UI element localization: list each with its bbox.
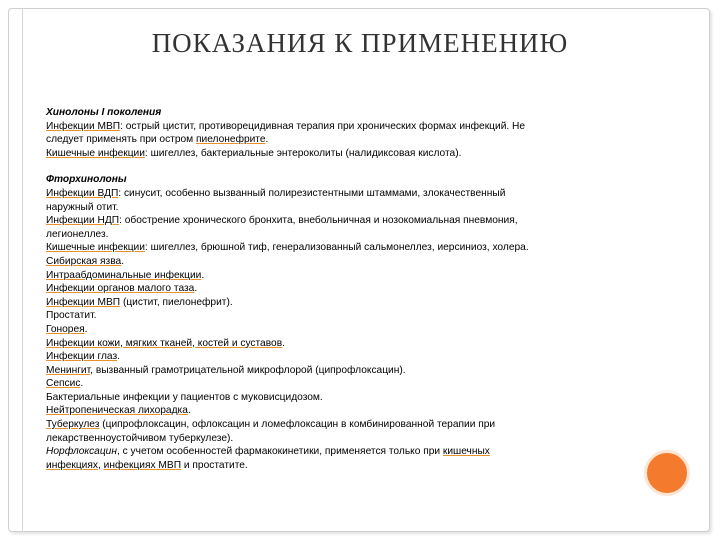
text-line: Инфекции МВП: острый цистит, противорецидивная терапия при хронических формах инфекций. Не xyxy=(46,120,526,132)
section-header-quinolones-1: Хинолоны I поколения xyxy=(46,107,162,118)
text-line: Кишечные инфекции: шигеллез, брюшной тиф, генерализованный сальмонеллез, иерсиниоз, холера. xyxy=(46,242,529,254)
link-eye-infections[interactable]: Инфекции глаз xyxy=(46,351,118,363)
text-line: Инфекции НДП: обострение хронического бронхита, внебольничная и нозокомиальная пневмония, xyxy=(46,215,518,227)
link-uti-3[interactable]: инфекциях МВП xyxy=(103,459,182,471)
decorative-circle xyxy=(644,450,690,496)
link-intestinal-infections[interactable]: Кишечные инфекции xyxy=(46,147,145,159)
text-line: Сибирская язва. xyxy=(46,255,125,267)
text-line: Нейтропеническая лихорадка. xyxy=(46,405,191,417)
link-intestinal[interactable]: кишечных xyxy=(442,446,490,458)
text-line: Простатит. xyxy=(46,310,97,322)
text-line: Интраабдоминальные инфекции. xyxy=(46,269,205,281)
text-line: Туберкулез (ципрофлоксацин, офлоксацин и ломефлоксацин в комбинированной терапии при xyxy=(46,419,496,431)
text-line: следует применять при остром пиелонефрите. xyxy=(46,134,269,146)
link-lrti[interactable]: Инфекции НДП xyxy=(46,215,120,227)
text-line: наружный отит. xyxy=(46,201,119,213)
link-intestinal-infections-2[interactable]: Кишечные инфекции xyxy=(46,242,145,254)
link-neutropenic-fever[interactable]: Нейтропеническая лихорадка xyxy=(46,405,188,417)
spacer xyxy=(46,160,636,173)
link-meningitis[interactable]: Менингит xyxy=(46,364,91,376)
text-line: Инфекции органов малого таза. xyxy=(46,283,198,295)
text-line: лекарственноустойчивом туберкулезе). xyxy=(46,432,234,444)
link-tuberculosis[interactable]: Туберкулез xyxy=(46,419,100,431)
text-line: Инфекции кожи, мягких тканей, костей и суставов. xyxy=(46,337,285,349)
text-line: Кишечные инфекции: шигеллез, бактериальные энтероколиты (налидиксовая кислота). xyxy=(46,147,462,159)
link-uti-2[interactable]: Инфекции МВП xyxy=(46,296,121,308)
section-header-fluoroquinolones: Фторхинолоны xyxy=(46,174,127,186)
link-uti[interactable]: Инфекции МВП xyxy=(46,120,121,132)
text-line: Бактериальные инфекции у пациентов с муковисцидозом. xyxy=(46,391,323,403)
text-line: легионеллез. xyxy=(46,228,109,240)
link-intraabdominal[interactable]: Интраабдоминальные инфекции xyxy=(46,269,202,281)
text-line: Менингит, вызванный грамотрицательной микрофлорой (ципрофлоксацин). xyxy=(46,364,406,376)
link-infections[interactable]: инфекциях xyxy=(46,459,98,471)
link-pelvic-infections[interactable]: Инфекции органов малого таза xyxy=(46,283,195,295)
slide-content xyxy=(46,106,636,472)
link-anthrax[interactable]: Сибирская язва xyxy=(46,255,122,267)
left-border-line xyxy=(22,8,23,532)
link-urti[interactable]: Инфекции ВДП xyxy=(46,187,119,199)
link-pyelonephritis[interactable]: пиелонефрите xyxy=(196,134,266,146)
text-line: Инфекции МВП (цистит, пиелонефрит). xyxy=(46,296,233,308)
norfloxacin-label: Норфлоксацин xyxy=(46,446,117,458)
link-gonorrhea[interactable]: Гонорея xyxy=(46,323,85,335)
text-line: Сепсис. xyxy=(46,378,84,390)
text-line: инфекциях, инфекциях МВП и простатите. xyxy=(46,459,248,471)
slide-title: ПОКАЗАНИЯ К ПРИМЕНЕНИЮ xyxy=(151,28,569,58)
link-skin-infections[interactable]: Инфекции кожи, мягких тканей, костей и суставов xyxy=(46,337,283,349)
text-line: Инфекции глаз. xyxy=(46,351,121,363)
link-sepsis[interactable]: Сепсис xyxy=(46,378,81,390)
text-line: Инфекции ВДП: синусит, особенно вызванный полирезистентными штаммами, злокачественный xyxy=(46,187,506,199)
text-line: Норфлоксацин, с учетом особенностей фармакокинетики, применяется только при кишечных xyxy=(46,446,490,458)
text-line: Гонорея. xyxy=(46,323,88,335)
